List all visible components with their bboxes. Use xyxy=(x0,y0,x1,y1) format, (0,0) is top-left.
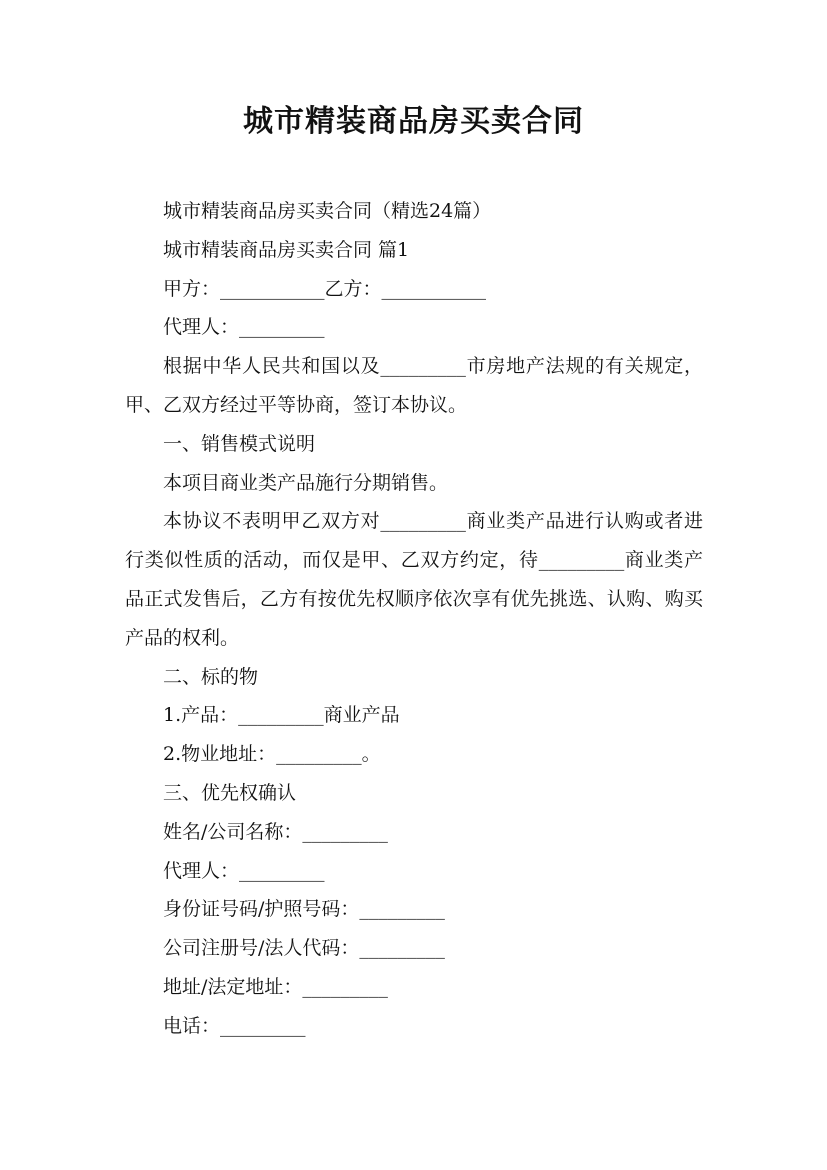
paragraph-section-heading: 城市精装商品房买卖合同 篇1 xyxy=(163,238,410,261)
heading-subject-matter: 二、标的物 xyxy=(163,665,259,688)
paragraph-preamble: 根据中华人民共和国以及_________市房地产法规的有关规定，甲、乙双方经过平等协商，签订本协议。 xyxy=(125,355,703,416)
item-product: 1.产品：_________商业产品 xyxy=(163,704,400,727)
paragraph-sales-mode: 本项目商业类产品施行分期销售。 xyxy=(163,471,449,494)
paragraph-parties: 甲方：___________乙方：___________ xyxy=(163,277,487,300)
paragraph-agreement-scope: 本协议不表明甲乙双方对_________商业类产品进行认购或者进行类似性质的活动，而仅是甲、乙双方约定，待_________商业类产品正式发售后，乙方有按优先权顺序依次享有优先挑选、认购、购买产品的权利。 xyxy=(125,510,703,649)
item-property-address: 2.物业地址：_________。 xyxy=(163,743,381,766)
field-agent: 代理人：_________ xyxy=(163,859,325,882)
field-id-passport: 身份证号码/护照号码：_________ xyxy=(163,898,445,921)
field-name-company: 姓名/公司名称：_________ xyxy=(163,820,388,843)
field-phone: 电话：_________ xyxy=(163,1014,306,1037)
paragraph-agent: 代理人：_________ xyxy=(163,316,325,339)
document-body xyxy=(125,192,703,1046)
document-title: 城市精装商品房买卖合同 xyxy=(243,104,584,139)
field-address: 地址/法定地址：_________ xyxy=(163,975,388,998)
heading-priority-confirmation: 三、优先权确认 xyxy=(163,781,297,804)
paragraph-subtitle: 城市精装商品房买卖合同（精选24篇） xyxy=(163,200,492,222)
heading-sales-mode: 一、销售模式说明 xyxy=(163,432,316,455)
field-company-registration: 公司注册号/法人代码：_________ xyxy=(163,937,445,960)
